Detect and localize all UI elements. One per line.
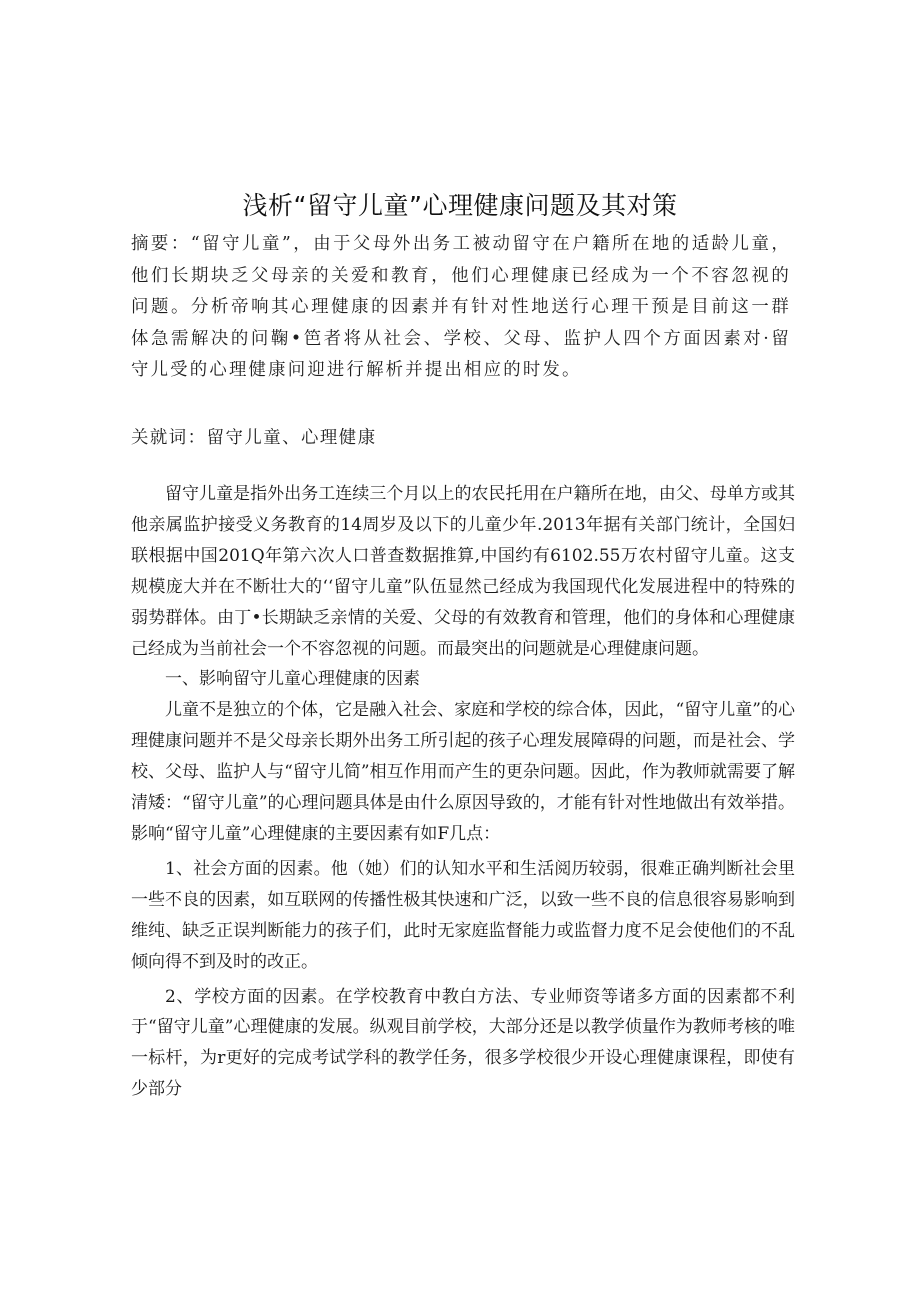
school-factor-paragraph: 2、学校方面的因素。在学校教育中教白方法、专业师资等诸多方面的因素都不利于“留守儿童”心理健康的发展。纵观目前学校，大部分还是以教学侦量作为教师考核的唯一标杆，为r更好的完成考试学科的教学任务，很多学校很少开设心理健康课程，即使有少部分 <box>131 986 795 1100</box>
keywords-line: 关就词：留守儿童、心理健康 <box>131 428 377 448</box>
intro-paragraph: 留守儿童是指外出务工连续三个月以上的农民托用在户籍所在地，由父、母单方或其他亲属监护接受义务教育的14周岁及以下的儿童少年.2013年据有关部门统计，全国妇联根据中国201Q年第六次人口普查数据推算,中国约有6102.55万农村留守儿童。这支规模庞大并在不断壮大的‘‘留守儿童”队伍显然己经成为我国现代化发展进程中的特殊的弱势群体。由丁•长期缺乏亲情的关爱、父母的有效教育和管理，他们的身体和心理健康己经成为当前社会一个不容忽视的问题。而最突出的问题就是心理健康问题。 <box>131 484 795 659</box>
social-factor-paragraph: 1、社会方面的因素。他（她）们的认知水平和生活阅历较弱，很难正确判断社会里一些不良的因素，如互联网的传播性极其快速和广泛，以致一些不良的信息很容易影响到维纯、缺乏正误判断能力的孩子们，此时无家庭监督能力或监督力度不足会使他们的不乱倾向得不到及时的改正。 <box>131 858 795 972</box>
factors-paragraph: 儿童不是独立的个体，它是融入社会、家庭和学校的综合体，因此，“留守儿童”的心理健康问题并不是父母亲长期外出务工所引起的孩子心理发展障碍的问题，而是社会、学校、父母、监护人与“留守儿简”相互作用而产生的更杂问题。因此，作为教师就需要了解清矮：“留守儿童”的心理问题具体是由什么原因导致的，才能有针对性地做出有效举措。影响“留守儿童”心理健康的主要因素有如F几点： <box>131 700 795 844</box>
section-heading: 一、影响留守儿童心理健康的因素 <box>165 669 420 690</box>
abstract-paragraph: 摘要：“留守儿童”，由于父母外出务工被动留守在户籍所在地的适龄儿童，他们长期块乏父母亲的关爱和教育，他们心理健康已经成为一个不容忽视的问题。分析帝响其心理健康的因素并有针对性地送行心理干预是目前这一群体急需解决的问鞠•笆者将从社会、学校、父母、监护人四个方面因素对·留守儿受的心理健康问迎进行解析并提出相应的时发。 <box>131 234 791 381</box>
document-title: 浅析“留守儿童”心理健康问题及其对策 <box>242 191 678 220</box>
body-text <box>131 479 795 1105</box>
